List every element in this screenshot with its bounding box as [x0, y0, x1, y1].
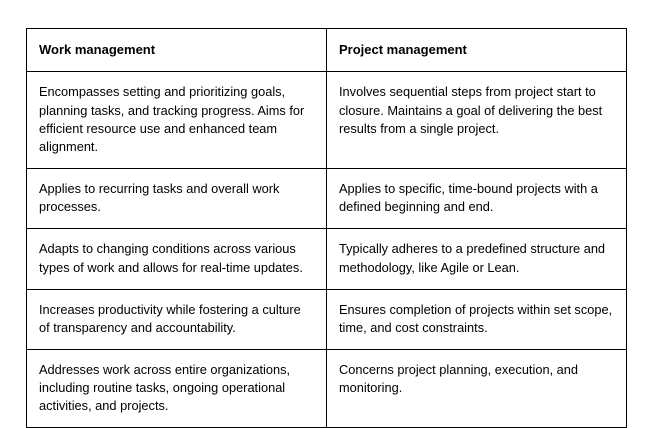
table-cell: Involves sequential steps from project start to closure. Maintains a goal of delivering the best results from a single project. [327, 72, 627, 169]
table-body [27, 72, 627, 428]
table-row [27, 229, 627, 289]
table-cell: Concerns project planning, execution, and monitoring. [327, 350, 627, 428]
table-header [27, 29, 627, 72]
column-header-project-management: Project management [327, 29, 627, 72]
table-cell: Increases productivity while fostering a culture of transparency and accountability. [27, 289, 327, 349]
table-cell: Ensures completion of projects within set scope, time, and cost constraints. [327, 289, 627, 349]
comparison-table [26, 28, 627, 428]
table-header-row [27, 29, 627, 72]
table-row [27, 289, 627, 349]
column-header-work-management: Work management [27, 29, 327, 72]
comparison-table-container [26, 28, 626, 428]
table-cell: Applies to recurring tasks and overall work processes. [27, 169, 327, 229]
table-cell: Applies to specific, time-bound projects with a defined beginning and end. [327, 169, 627, 229]
table-row [27, 350, 627, 428]
table-row [27, 169, 627, 229]
table-cell: Addresses work across entire organizations, including routine tasks, ongoing operational activities, and projects. [27, 350, 327, 428]
table-cell: Adapts to changing conditions across various types of work and allows for real-time updates. [27, 229, 327, 289]
table-cell: Typically adheres to a predefined structure and methodology, like Agile or Lean. [327, 229, 627, 289]
table-row [27, 72, 627, 169]
table-cell: Encompasses setting and prioritizing goals, planning tasks, and tracking progress. Aims for efficient resource use and enhanced team alignment. [27, 72, 327, 169]
